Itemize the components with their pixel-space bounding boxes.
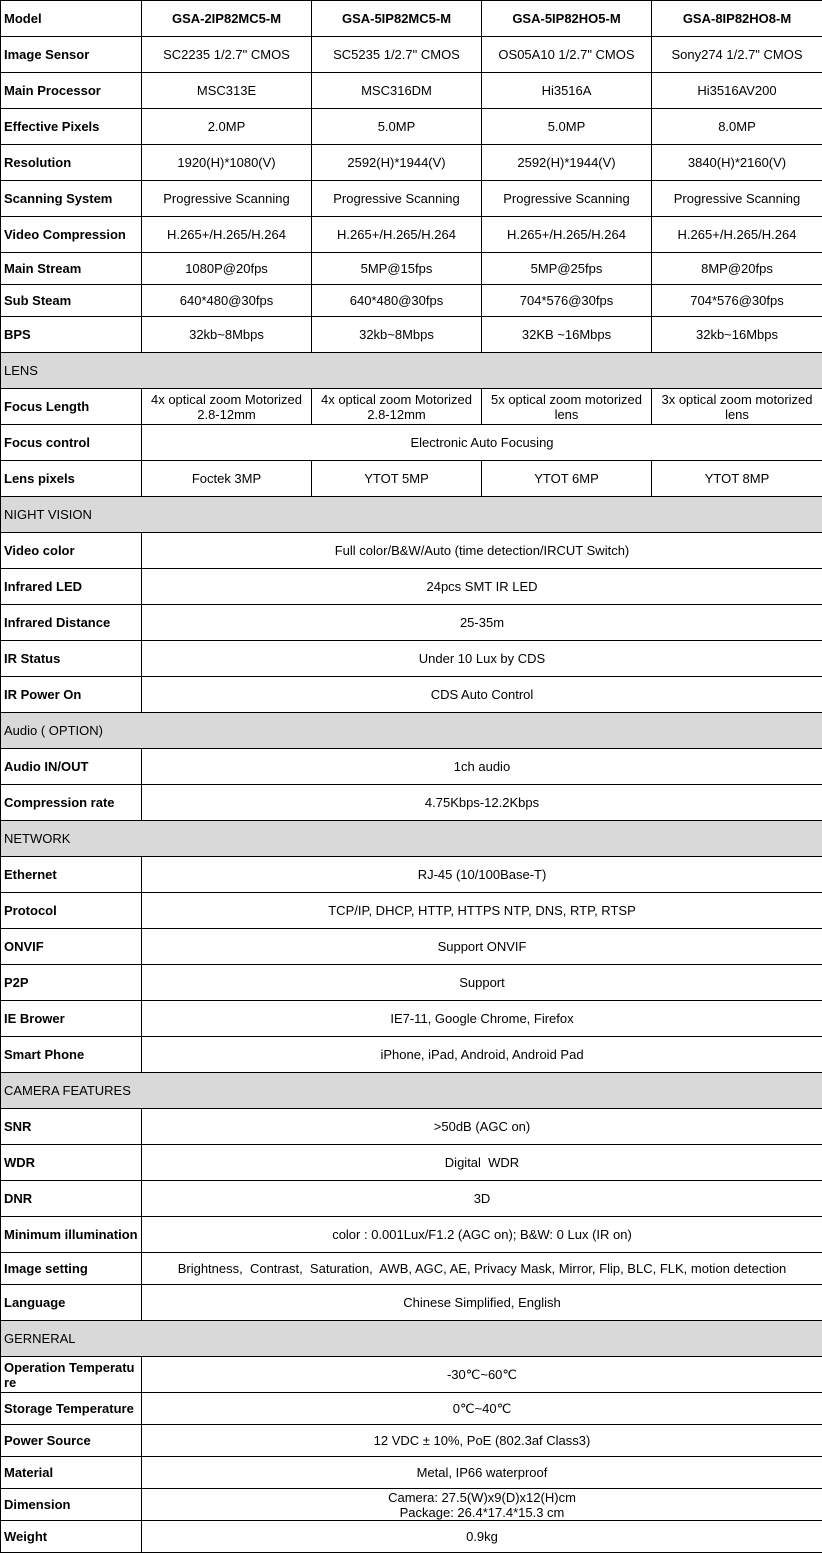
cell-value: Chinese Simplified, English — [142, 1285, 822, 1321]
cell-value: Brightness, Contrast, Saturation, AWB, AGC, AE, Privacy Mask, Mirror, Flip, BLC, FLK, motion detection — [142, 1253, 822, 1285]
infrared-led-row — [1, 569, 822, 605]
row-label: WDR — [1, 1145, 142, 1181]
row-label: Protocol — [1, 893, 142, 929]
cell-value: H.265+/H.265/H.264 — [142, 217, 312, 253]
section-header: NETWORK — [1, 821, 822, 857]
row-label: Ethernet — [1, 857, 142, 893]
dimension-camera: Camera: 27.5(W)x9(D)x12(H)cm — [145, 1490, 819, 1505]
video-compression-row — [1, 217, 822, 253]
cell-value: SC5235 1/2.7" CMOS — [312, 37, 482, 73]
cell-value: iPhone, iPad, Android, Android Pad — [142, 1037, 822, 1073]
video-color-row — [1, 533, 822, 569]
row-label: Infrared Distance — [1, 605, 142, 641]
storage-temperature-row — [1, 1393, 822, 1425]
model-name: GSA-2IP82MC5-M — [142, 1, 312, 37]
row-label: Power Source — [1, 1425, 142, 1457]
row-label: IE Brower — [1, 1001, 142, 1037]
row-label: Material — [1, 1457, 142, 1489]
row-label: Compression rate — [1, 785, 142, 821]
cell-value: 5MP@25fps — [482, 253, 652, 285]
ie-brower-row — [1, 1001, 822, 1037]
row-label: Focus Length — [1, 389, 142, 425]
main-processor-row — [1, 73, 822, 109]
image-setting-row — [1, 1253, 822, 1285]
protocol-row — [1, 893, 822, 929]
model-name: GSA-5IP82MC5-M — [312, 1, 482, 37]
cell-value: Progressive Scanning — [482, 181, 652, 217]
cell-value: 32kb~8Mbps — [312, 317, 482, 353]
cell-value: Digital WDR — [142, 1145, 822, 1181]
min-illumination-row — [1, 1217, 822, 1253]
cell-value: H.265+/H.265/H.264 — [652, 217, 822, 253]
row-label: Sub Steam — [1, 285, 142, 317]
cell-value: 3x optical zoom motorized lens — [652, 389, 822, 425]
cell-value: 2592(H)*1944(V) — [482, 145, 652, 181]
scanning-system-row — [1, 181, 822, 217]
compression-rate-row — [1, 785, 822, 821]
dimension-package: Package: 26.4*17.4*15.3 cm — [145, 1505, 819, 1520]
row-label: Language — [1, 1285, 142, 1321]
section-night-vision — [1, 497, 822, 533]
model-name: GSA-5IP82HO5-M — [482, 1, 652, 37]
cell-value: 1080P@20fps — [142, 253, 312, 285]
section-lens — [1, 353, 822, 389]
row-label: IR Power On — [1, 677, 142, 713]
cell-value: Progressive Scanning — [312, 181, 482, 217]
cell-value: 32kb~16Mbps — [652, 317, 822, 353]
cell-value: MSC316DM — [312, 73, 482, 109]
row-label: Main Processor — [1, 73, 142, 109]
cell-value: CDS Auto Control — [142, 677, 822, 713]
row-label: Smart Phone — [1, 1037, 142, 1073]
infrared-distance-row — [1, 605, 822, 641]
row-label: Image Sensor — [1, 37, 142, 73]
section-header: GERNERAL — [1, 1321, 822, 1357]
cell-value: H.265+/H.265/H.264 — [312, 217, 482, 253]
row-label: Operation Temperature — [1, 1357, 142, 1393]
cell-value: 2592(H)*1944(V) — [312, 145, 482, 181]
ethernet-row — [1, 857, 822, 893]
dnr-row — [1, 1181, 822, 1217]
section-network — [1, 821, 822, 857]
cell-value: TCP/IP, DHCP, HTTP, HTTPS NTP, DNS, RTP, RTSP — [142, 893, 822, 929]
row-label: SNR — [1, 1109, 142, 1145]
row-label: Dimension — [1, 1489, 142, 1521]
row-label: Resolution — [1, 145, 142, 181]
cell-value: Under 10 Lux by CDS — [142, 641, 822, 677]
section-header: CAMERA FEATURES — [1, 1073, 822, 1109]
audio-in-out-row — [1, 749, 822, 785]
row-label: Main Stream — [1, 253, 142, 285]
row-label: DNR — [1, 1181, 142, 1217]
dimension-cell — [142, 1489, 822, 1521]
cell-value: Support — [142, 965, 822, 1001]
section-general — [1, 1321, 822, 1357]
cell-value: 25-35m — [142, 605, 822, 641]
section-header: Audio ( OPTION) — [1, 713, 822, 749]
row-label: Infrared LED — [1, 569, 142, 605]
cell-value: YTOT 8MP — [652, 461, 822, 497]
cell-value: Foctek 3MP — [142, 461, 312, 497]
row-label: Image setting — [1, 1253, 142, 1285]
cell-value: 2.0MP — [142, 109, 312, 145]
row-label: Audio IN/OUT — [1, 749, 142, 785]
cell-value: color : 0.001Lux/F1.2 (AGC on); B&W: 0 Lux (IR on) — [142, 1217, 822, 1253]
cell-value: RJ-45 (10/100Base-T) — [142, 857, 822, 893]
cell-value: 32KB ~16Mbps — [482, 317, 652, 353]
material-row — [1, 1457, 822, 1489]
cell-value: Electronic Auto Focusing — [142, 425, 822, 461]
cell-value: Sony274 1/2.7" CMOS — [652, 37, 822, 73]
snr-row — [1, 1109, 822, 1145]
sub-steam-row — [1, 285, 822, 317]
cell-value: 1920(H)*1080(V) — [142, 145, 312, 181]
cell-value: Progressive Scanning — [652, 181, 822, 217]
section-header: LENS — [1, 353, 822, 389]
smart-phone-row — [1, 1037, 822, 1073]
cell-value: Hi3516A — [482, 73, 652, 109]
resolution-row — [1, 145, 822, 181]
row-label: Focus control — [1, 425, 142, 461]
row-label: Model — [1, 1, 142, 37]
cell-value: 8MP@20fps — [652, 253, 822, 285]
cell-value: 4x optical zoom Motorized 2.8-12mm — [312, 389, 482, 425]
cell-value: H.265+/H.265/H.264 — [482, 217, 652, 253]
image-sensor-row — [1, 37, 822, 73]
row-label: ONVIF — [1, 929, 142, 965]
operation-temperature-row — [1, 1357, 822, 1393]
cell-value: 704*576@30fps — [482, 285, 652, 317]
model-row — [1, 1, 822, 37]
cell-value: 5.0MP — [312, 109, 482, 145]
row-label: Effective Pixels — [1, 109, 142, 145]
row-label: Scanning System — [1, 181, 142, 217]
row-label: Video Compression — [1, 217, 142, 253]
cell-value: 4.75Kbps-12.2Kbps — [142, 785, 822, 821]
row-label: Minimum illumination — [1, 1217, 142, 1253]
cell-value: 5.0MP — [482, 109, 652, 145]
cell-value: 640*480@30fps — [312, 285, 482, 317]
cell-value: 640*480@30fps — [142, 285, 312, 317]
cell-value: 4x optical zoom Motorized 2.8-12mm — [142, 389, 312, 425]
cell-value: YTOT 6MP — [482, 461, 652, 497]
cell-value: >50dB (AGC on) — [142, 1109, 822, 1145]
cell-value: OS05A10 1/2.7" CMOS — [482, 37, 652, 73]
row-label: Video color — [1, 533, 142, 569]
row-label: Lens pixels — [1, 461, 142, 497]
cell-value: 24pcs SMT IR LED — [142, 569, 822, 605]
cell-value: Metal, IP66 waterproof — [142, 1457, 822, 1489]
lens-pixels-row — [1, 461, 822, 497]
model-name: GSA-8IP82HO8-M — [652, 1, 822, 37]
row-label: IR Status — [1, 641, 142, 677]
cell-value: 3D — [142, 1181, 822, 1217]
main-stream-row — [1, 253, 822, 285]
bps-row — [1, 317, 822, 353]
section-audio — [1, 713, 822, 749]
power-source-row — [1, 1425, 822, 1457]
cell-value: 12 VDC ± 10%, PoE (802.3af Class3) — [142, 1425, 822, 1457]
cell-value: 1ch audio — [142, 749, 822, 785]
wdr-row — [1, 1145, 822, 1181]
cell-value: Progressive Scanning — [142, 181, 312, 217]
ir-status-row — [1, 641, 822, 677]
effective-pixels-row — [1, 109, 822, 145]
cell-value: Support ONVIF — [142, 929, 822, 965]
cell-value: 3840(H)*2160(V) — [652, 145, 822, 181]
cell-value: IE7-11, Google Chrome, Firefox — [142, 1001, 822, 1037]
row-label: BPS — [1, 317, 142, 353]
weight-row — [1, 1521, 822, 1553]
cell-value: 32kb~8Mbps — [142, 317, 312, 353]
cell-value: 8.0MP — [652, 109, 822, 145]
section-camera-features — [1, 1073, 822, 1109]
row-label: Storage Temperature — [1, 1393, 142, 1425]
cell-value: Full color/B&W/Auto (time detection/IRCUT Switch) — [142, 533, 822, 569]
cell-value: 5x optical zoom motorized lens — [482, 389, 652, 425]
section-header: NIGHT VISION — [1, 497, 822, 533]
dimension-row — [1, 1489, 822, 1521]
p2p-row — [1, 965, 822, 1001]
cell-value: 704*576@30fps — [652, 285, 822, 317]
cell-value: Hi3516AV200 — [652, 73, 822, 109]
cell-value: MSC313E — [142, 73, 312, 109]
ir-power-on-row — [1, 677, 822, 713]
row-label: P2P — [1, 965, 142, 1001]
language-row — [1, 1285, 822, 1321]
focus-control-row — [1, 425, 822, 461]
cell-value: SC2235 1/2.7" CMOS — [142, 37, 312, 73]
cell-value: -30℃~60℃ — [142, 1357, 822, 1393]
row-label: Weight — [1, 1521, 142, 1553]
cell-value: 0.9kg — [142, 1521, 822, 1553]
cell-value: YTOT 5MP — [312, 461, 482, 497]
onvif-row — [1, 929, 822, 965]
cell-value: 5MP@15fps — [312, 253, 482, 285]
focus-length-row — [1, 389, 822, 425]
cell-value: 0℃~40℃ — [142, 1393, 822, 1425]
